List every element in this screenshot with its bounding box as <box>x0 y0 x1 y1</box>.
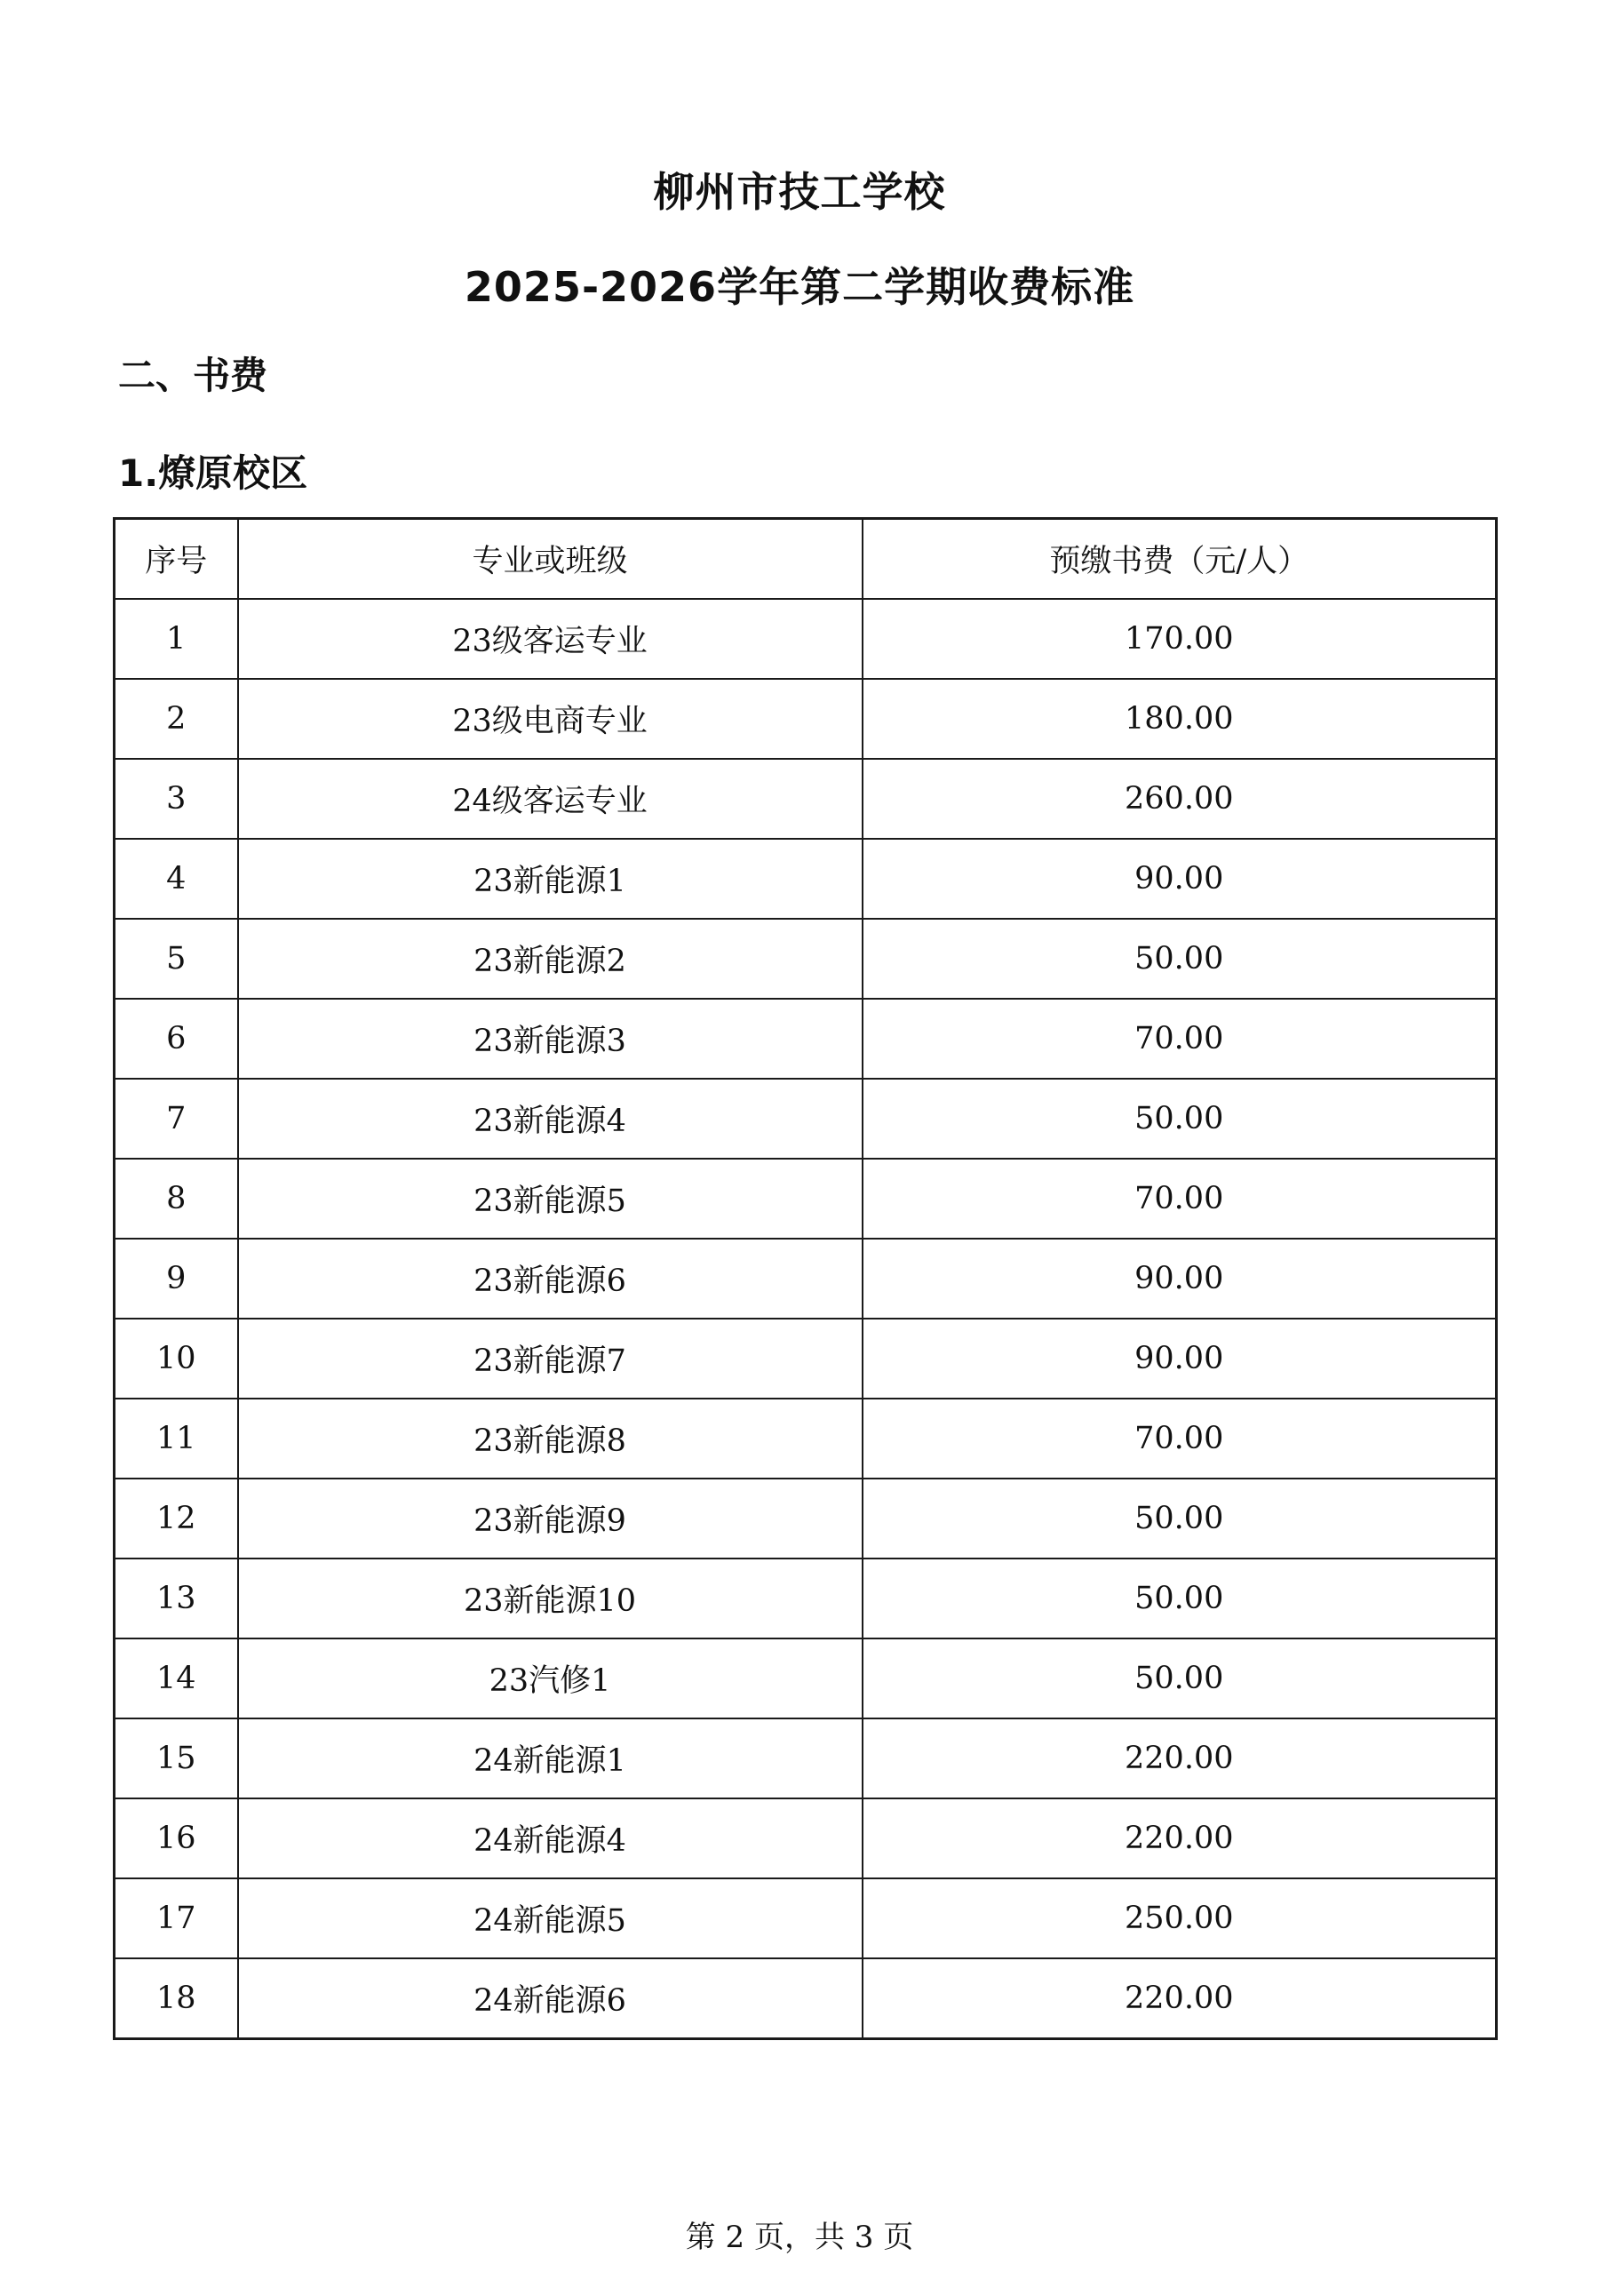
cell-class: 23新能源2 <box>238 919 863 999</box>
cell-class: 23汽修1 <box>238 1638 863 1718</box>
cell-class: 23新能源1 <box>238 839 863 919</box>
cell-fee: 50.00 <box>863 919 1497 999</box>
cell-fee: 180.00 <box>863 679 1497 759</box>
table-row <box>115 1958 1497 2039</box>
document-subtitle: 2025-2026学年第二学期收费标准 <box>464 263 1135 311</box>
table-row <box>115 1559 1497 1638</box>
header-class: 专业或班级 <box>238 519 863 600</box>
table-row <box>115 759 1497 839</box>
cell-index: 7 <box>115 1079 238 1159</box>
cell-class: 23级客运专业 <box>238 599 863 679</box>
table-row <box>115 599 1497 679</box>
cell-class: 23新能源10 <box>238 1559 863 1638</box>
cell-class: 24新能源4 <box>238 1798 863 1878</box>
cell-index: 1 <box>115 599 238 679</box>
cell-index: 8 <box>115 1159 238 1239</box>
table-row <box>115 919 1497 999</box>
cell-index: 5 <box>115 919 238 999</box>
table-row <box>115 1798 1497 1878</box>
cell-fee: 50.00 <box>863 1638 1497 1718</box>
cell-index: 12 <box>115 1479 238 1559</box>
cell-fee: 90.00 <box>863 1319 1497 1399</box>
cell-class: 24新能源6 <box>238 1958 863 2039</box>
table-row <box>115 1159 1497 1239</box>
cell-index: 10 <box>115 1319 238 1399</box>
cell-index: 6 <box>115 999 238 1079</box>
cell-index: 17 <box>115 1878 238 1958</box>
cell-index: 2 <box>115 679 238 759</box>
cell-class: 24新能源1 <box>238 1718 863 1798</box>
cell-fee: 90.00 <box>863 839 1497 919</box>
cell-fee: 170.00 <box>863 599 1497 679</box>
book-fee-table <box>113 517 1498 2040</box>
cell-fee: 70.00 <box>863 1159 1497 1239</box>
table-header-row <box>115 519 1497 600</box>
cell-class: 23新能源5 <box>238 1159 863 1239</box>
cell-fee: 260.00 <box>863 759 1497 839</box>
cell-fee: 220.00 <box>863 1718 1497 1798</box>
cell-fee: 50.00 <box>863 1559 1497 1638</box>
table-row <box>115 1079 1497 1159</box>
cell-fee: 70.00 <box>863 999 1497 1079</box>
subsection-heading: 1.燎原校区 <box>118 451 308 495</box>
table-row <box>115 1718 1497 1798</box>
cell-index: 13 <box>115 1559 238 1638</box>
table-row <box>115 1479 1497 1559</box>
cell-class: 23级电商专业 <box>238 679 863 759</box>
cell-fee: 220.00 <box>863 1798 1497 1878</box>
header-fee: 预缴书费（元/人） <box>863 519 1497 600</box>
table-row <box>115 1319 1497 1399</box>
cell-index: 9 <box>115 1239 238 1319</box>
header-index: 序号 <box>115 519 238 600</box>
cell-index: 4 <box>115 839 238 919</box>
cell-index: 15 <box>115 1718 238 1798</box>
cell-fee: 90.00 <box>863 1239 1497 1319</box>
cell-class: 24级客运专业 <box>238 759 863 839</box>
cell-class: 23新能源6 <box>238 1239 863 1319</box>
table-row <box>115 839 1497 919</box>
table-row <box>115 1878 1497 1958</box>
cell-class: 23新能源8 <box>238 1399 863 1479</box>
cell-fee: 70.00 <box>863 1399 1497 1479</box>
cell-class: 23新能源9 <box>238 1479 863 1559</box>
cell-index: 11 <box>115 1399 238 1479</box>
cell-index: 18 <box>115 1958 238 2039</box>
table-row <box>115 1399 1497 1479</box>
table-row <box>115 679 1497 759</box>
section-heading: 二、书费 <box>118 354 268 397</box>
cell-fee: 220.00 <box>863 1958 1497 2039</box>
cell-fee: 250.00 <box>863 1878 1497 1958</box>
cell-class: 24新能源5 <box>238 1878 863 1958</box>
cell-index: 3 <box>115 759 238 839</box>
cell-fee: 50.00 <box>863 1079 1497 1159</box>
cell-fee: 50.00 <box>863 1479 1497 1559</box>
table-row <box>115 999 1497 1079</box>
table-row <box>115 1239 1497 1319</box>
cell-class: 23新能源4 <box>238 1079 863 1159</box>
cell-index: 16 <box>115 1798 238 1878</box>
table-row <box>115 1638 1497 1718</box>
page-number: 第 2 页，共 3 页 <box>685 2220 914 2255</box>
cell-index: 14 <box>115 1638 238 1718</box>
cell-class: 23新能源7 <box>238 1319 863 1399</box>
cell-class: 23新能源3 <box>238 999 863 1079</box>
document-title: 柳州市技工学校 <box>653 168 946 216</box>
